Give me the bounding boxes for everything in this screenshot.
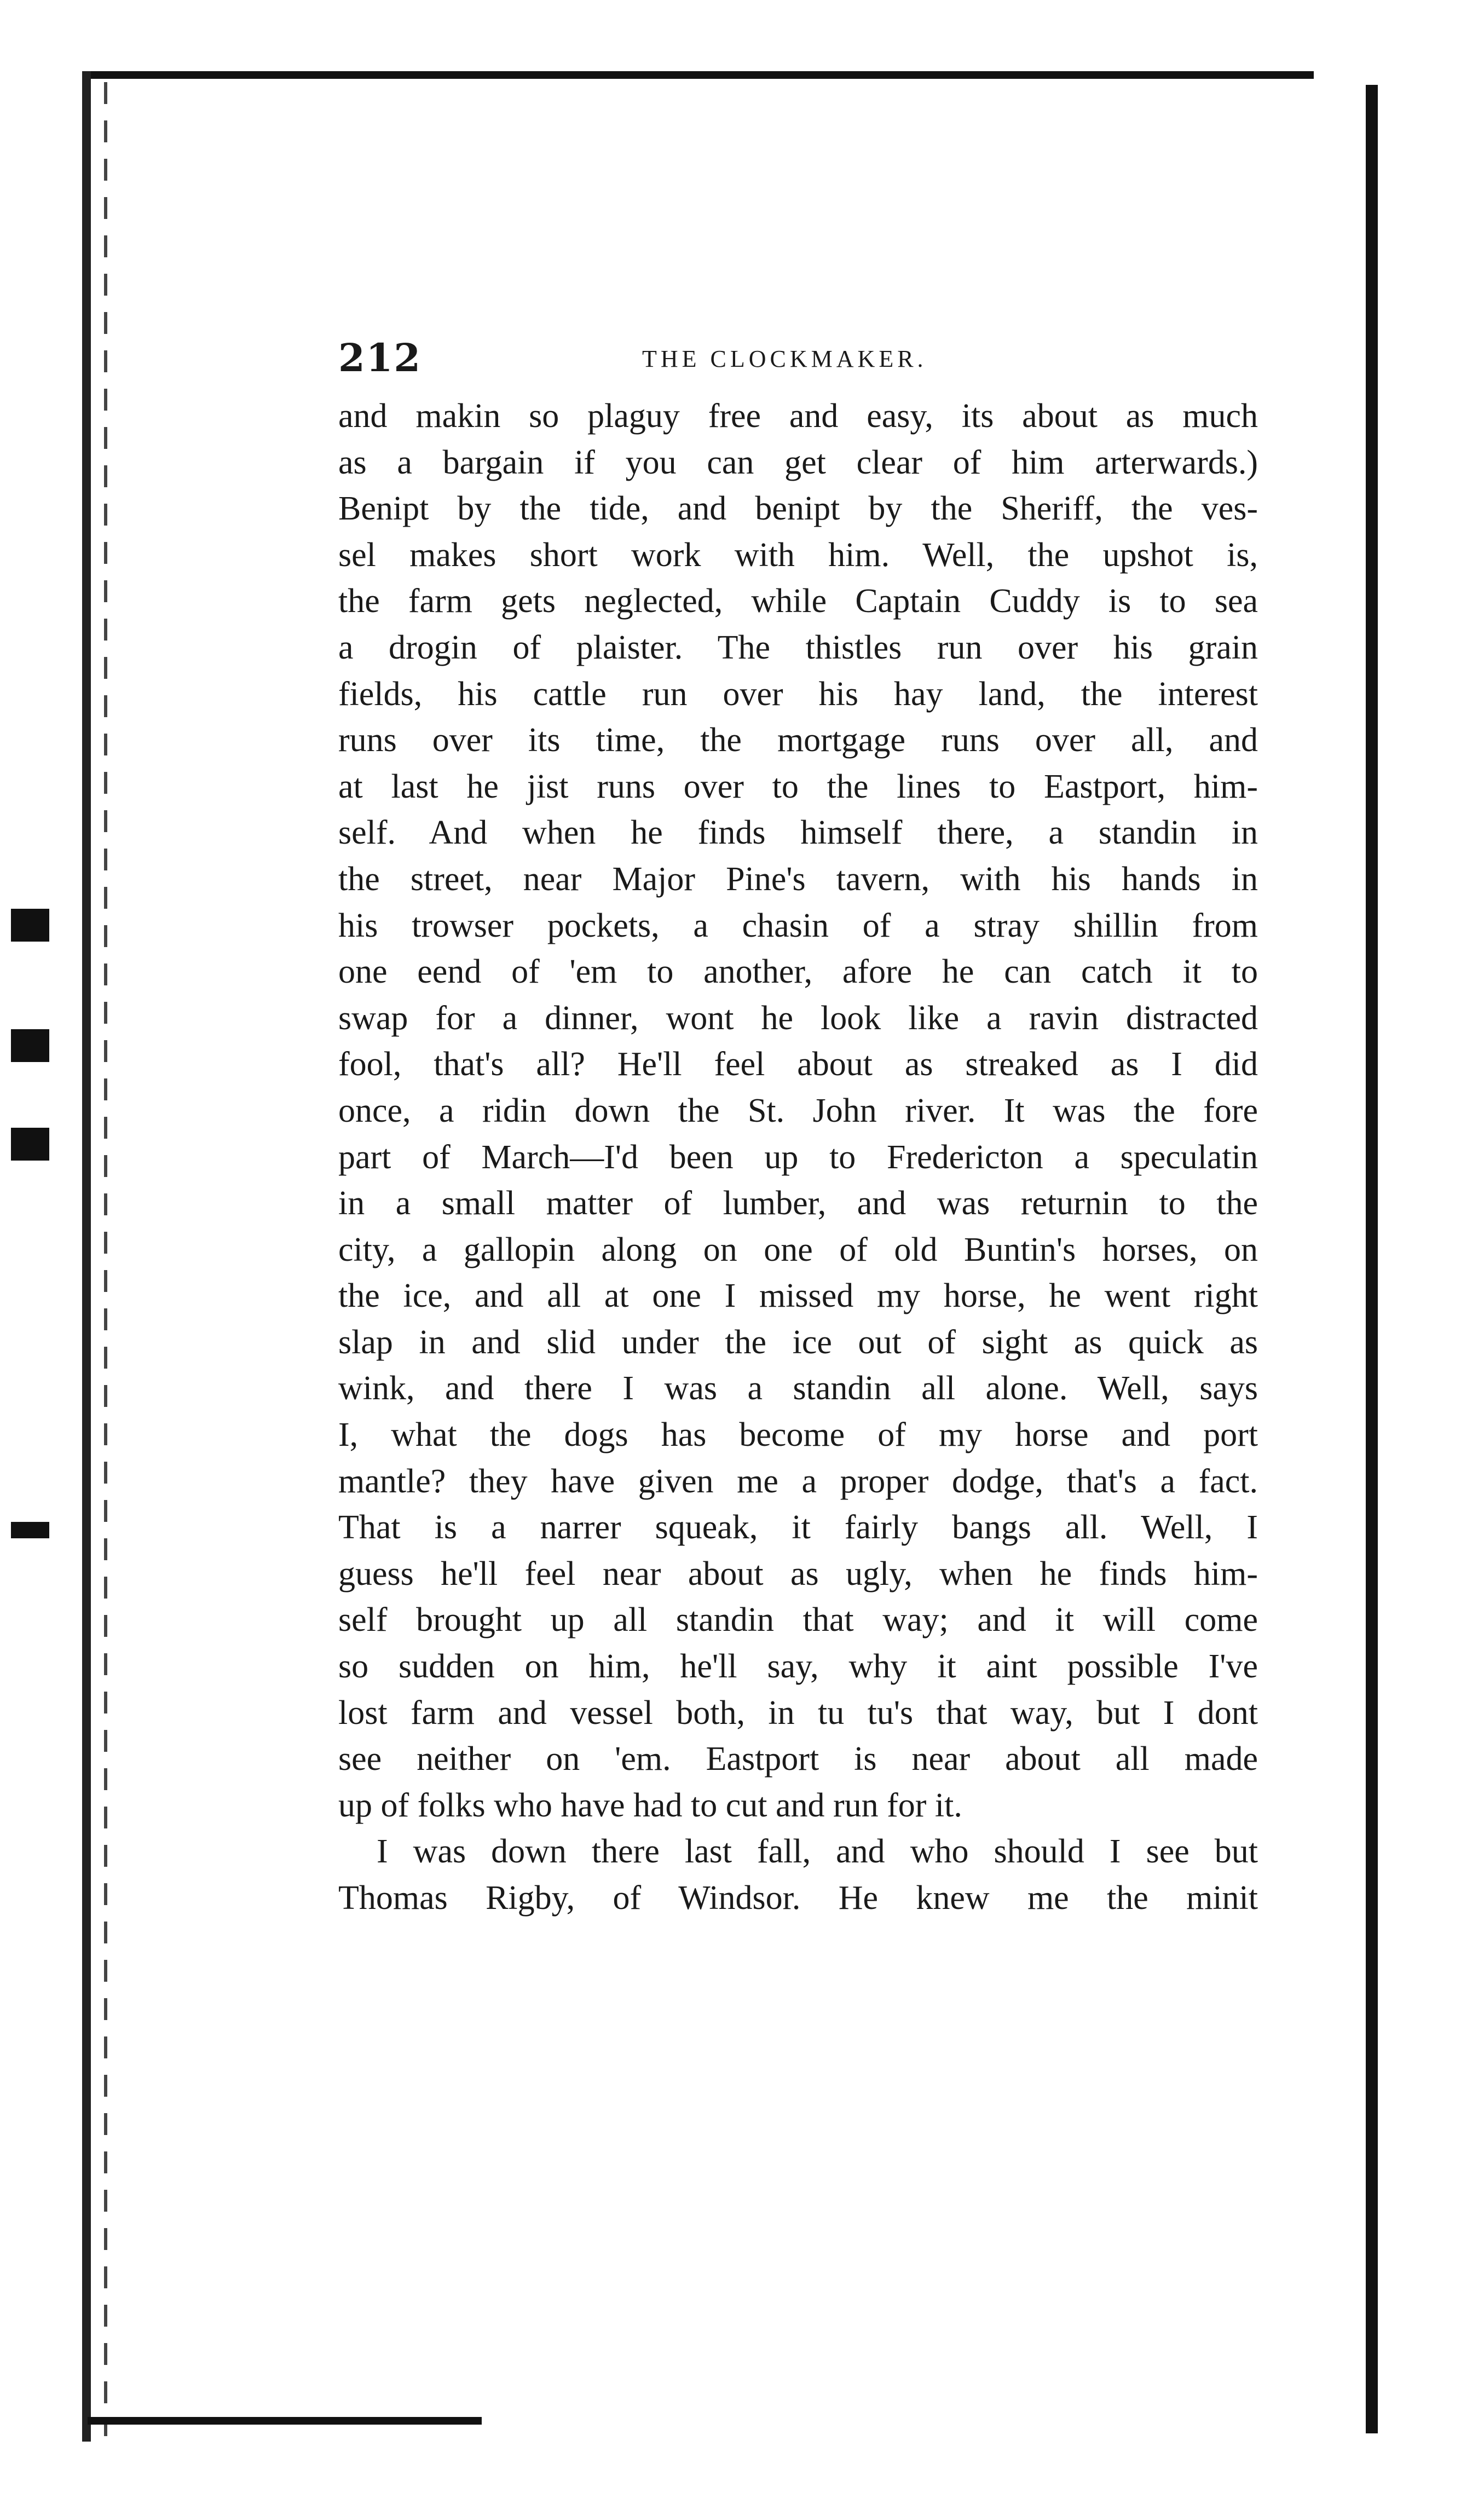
- text-line: mantle? they have given me a proper dodge, that's a fact.: [338, 1462, 1258, 1500]
- text-line: as a bargain if you can get clear of him arterwards.): [338, 443, 1258, 481]
- page-number: 212: [338, 335, 422, 380]
- scan-mark: [11, 1522, 49, 1538]
- text-line: one eend of 'em to another, afore he can catch it to: [338, 953, 1258, 991]
- right-border-rule: [1366, 85, 1378, 2433]
- text-line: see neither on 'em. Eastport is near about all made: [338, 1740, 1258, 1778]
- left-binding-shadow: [104, 82, 107, 2436]
- text-line: his trowser pockets, a chasin of a stray shillin from: [338, 907, 1258, 944]
- bottom-border-rule: [88, 2417, 482, 2425]
- text-line: self brought up all standin that way; and it will come: [338, 1601, 1258, 1639]
- left-binding-edge: [82, 71, 91, 2442]
- page-header: [338, 335, 1258, 379]
- text-line: so sudden on him, he'll say, why it aint possible I've: [338, 1648, 1258, 1686]
- text-line: sel makes short work with him. Well, the upshot is,: [338, 536, 1258, 574]
- text-line: I, what the dogs has become of my horse and port: [338, 1416, 1258, 1454]
- scan-mark: [11, 1029, 49, 1062]
- text-line: city, a gallopin along on one of old Buntin's horses, on: [338, 1231, 1258, 1268]
- text-line: in a small matter of lumber, and was returnin to the: [338, 1185, 1258, 1222]
- text-line: Benipt by the tide, and benipt by the Sheriff, the ves-: [338, 490, 1258, 528]
- text-line: once, a ridin down the St. John river. It was the fore: [338, 1092, 1258, 1129]
- running-title: THE CLOCKMAKER.: [642, 345, 927, 372]
- text-line: fields, his cattle run over his hay land, the interest: [338, 675, 1258, 713]
- text-line: at last he jist runs over to the lines to Eastport, him-: [338, 768, 1258, 805]
- top-border-rule: [88, 71, 1314, 79]
- text-line: swap for a dinner, wont he look like a ravin distracted: [338, 999, 1258, 1037]
- text-line: lost farm and vessel both, in tu tu's that way, but I dont: [338, 1694, 1258, 1732]
- text-line: wink, and there I was a standin all alone. Well, says: [338, 1370, 1258, 1407]
- text-line: the farm gets neglected, while Captain Cuddy is to sea: [338, 582, 1258, 620]
- text-line: the ice, and all at one I missed my horse, he went right: [338, 1277, 1258, 1315]
- text-line: runs over its time, the mortgage runs over all, and: [338, 722, 1258, 759]
- text-line: a drogin of plaister. The thistles run over his grain: [338, 628, 1258, 666]
- text-line-paragraph-end: up of folks who have had to cut and run for it.: [338, 1786, 962, 1824]
- text-line: self. And when he finds himself there, a standin in: [338, 814, 1258, 852]
- scan-mark: [11, 1128, 49, 1161]
- body-text: [338, 393, 1258, 1922]
- text-line-paragraph-start: I was down there last fall, and who should I see but: [377, 1833, 1258, 1871]
- text-line: slap in and slid under the ice out of sight as quick as: [338, 1323, 1258, 1361]
- text-line: fool, that's all? He'll feel about as streaked as I did: [338, 1046, 1258, 1083]
- text-line: and makin so plaguy free and easy, its about as much: [338, 397, 1258, 435]
- scan-mark: [11, 909, 49, 942]
- text-line: That is a narrer squeak, it fairly bangs all. Well, I: [338, 1509, 1258, 1547]
- text-line: guess he'll feel near about as ugly, when he finds him-: [338, 1555, 1258, 1593]
- text-line: part of March—I'd been up to Fredericton a speculatin: [338, 1138, 1258, 1176]
- text-line: Thomas Rigby, of Windsor. He knew me the minit: [338, 1879, 1258, 1917]
- text-line: the street, near Major Pine's tavern, with his hands in: [338, 860, 1258, 898]
